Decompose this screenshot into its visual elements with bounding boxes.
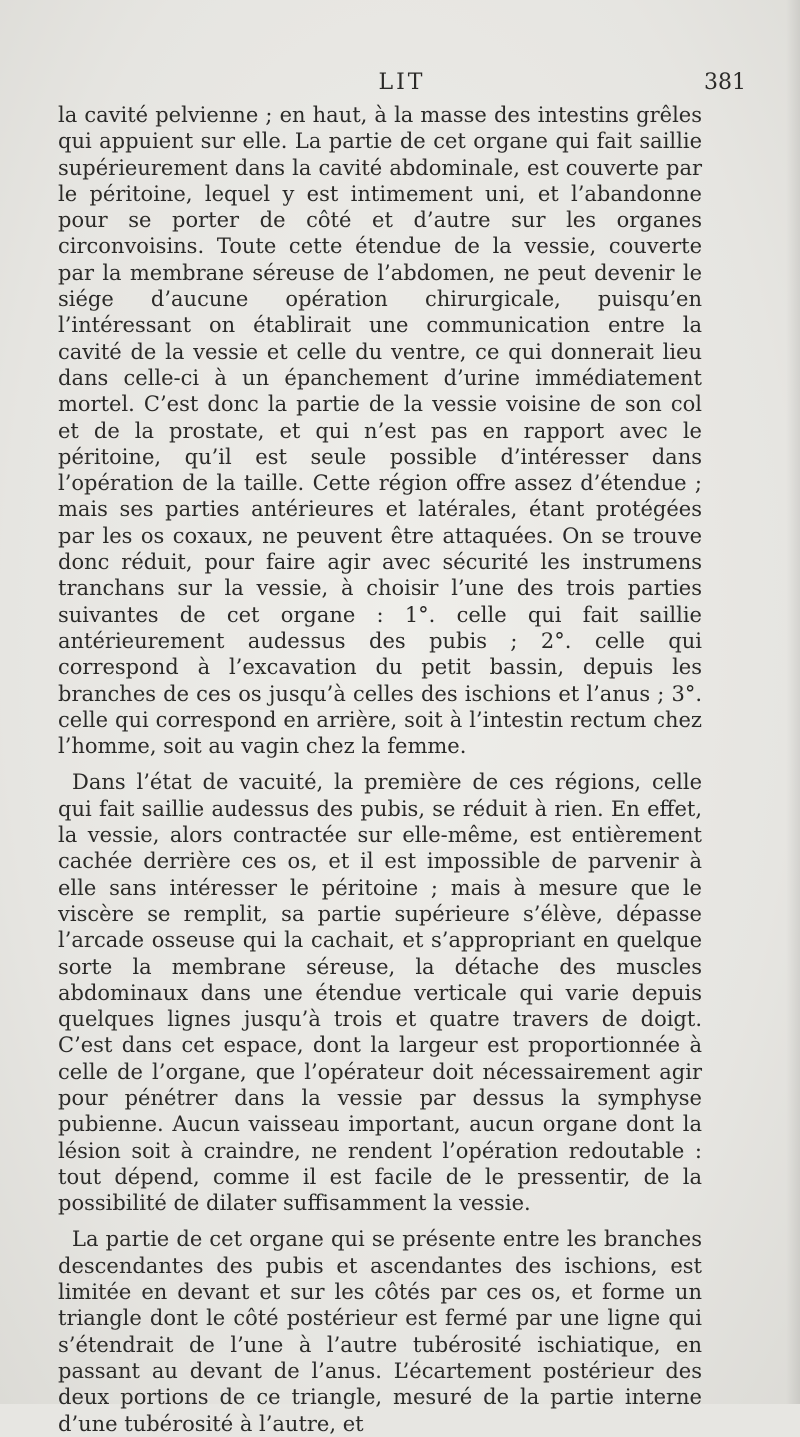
paragraph-2: Dans l’état de vacuité, la première de ces régions, celle qui fait saillie audessus des pubis, se réduit à rien. En effet, la vessie, alors contractée sur elle-même, est entièrement cachée derrière ces os, et il est impossible de parvenir à elle sans intéresser le péritoine ; mais à mesure que le viscère se remplit, sa partie supérieure s’élève, dépasse l’arcade osseuse qui la cachait, et s’appropriant en quelque sorte la membrane séreuse, la détache des muscles abdominaux dans une étendue verticale qui varie depuis quelques lignes jusqu’à trois et quatre travers de doigt. C’est dans cet espace, dont la largeur est proportionnée à celle de l’organe, que l’opérateur doit nécessairement agir pour pénétrer dans la vessie par dessus la symphyse pubienne. Aucun vaisseau important, aucun organe dont la lésion soit à craindre, ne rendent l’opération redoutable : tout dépend, comme il est facile de le pressentir, de la possibilité de dilater suffisamment la vessie.: [58, 770, 702, 1216]
page-number: 381: [704, 70, 746, 95]
body-text: [58, 102, 702, 1437]
page-edge-shadow: [786, 0, 800, 1404]
paragraph-3: La partie de cet organe qui se présente entre les branches descendantes des pubis et ascendantes des ischions, est limitée en devant et sur les côtés par ces os, et forme un triangle dont le côté postérieur est fermé par une ligne qui s’étendrait de l’une à l’autre tubérosité ischiatique, en passant au devant de l’anus. L’écartement postérieur des deux portions de ce triangle, mesuré de la partie interne d’une tubérosité à l’autre, et: [58, 1227, 702, 1436]
paragraph-1: la cavité pelvienne ; en haut, à la masse des intestins grêles qui appuient sur elle. La partie de cet organe qui fait saillie supérieurement dans la cavité abdominale, est couverte par le péritoine, lequel y est intimement uni, et l’abandonne pour se porter de côté et d’autre sur les organes circonvoisins. Toute cette étendue de la vessie, couverte par la membrane séreuse de l’abdomen, ne peut devenir le siége d’aucune opération chirurgicale, puisqu’en l’intéressant on établirait une communication entre la cavité de la vessie et celle du ventre, ce qui donnerait lieu dans celle-ci à un épanchement d’urine immédiatement mortel. C’est donc la partie de la vessie voisine de son col et de la prostate, et qui n’est pas en rapport avec le péritoine, qu’il est seule possible d’intéresser dans l’opération de la taille. Cette région offre assez d’étendue ; mais ses parties antérieures et latérales, étant protégées par les os coxaux, ne peuvent être attaquées. On se trouve donc réduit, pour faire agir avec sécurité les instrumens tranchans sur la vessie, à choisir l’une des trois parties suivantes de cet organe : 1°. celle qui fait saillie antérieurement audessus des pubis ; 2°. celle qui correspond à l’excavation du petit bassin, depuis les branches de ces os jusqu’à celles des ischions et l’anus ; 3°. celle qui correspond en arrière, soit à l’intestin rectum chez l’homme, soit au vagin chez la femme.: [58, 103, 702, 759]
running-title: LIT: [378, 70, 426, 95]
page-header: [58, 70, 746, 100]
